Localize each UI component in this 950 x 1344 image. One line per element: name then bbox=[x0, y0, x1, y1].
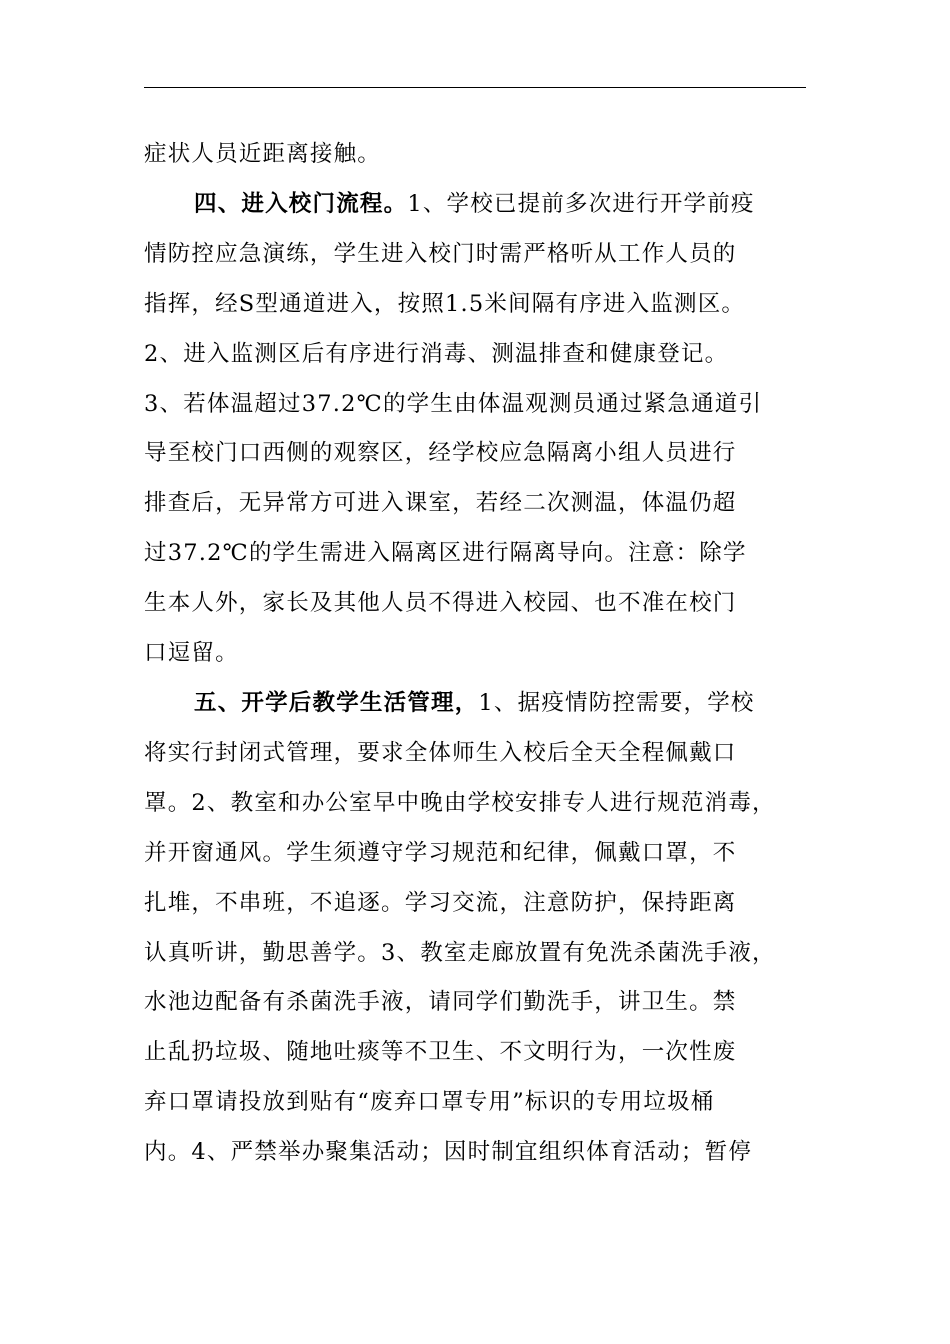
text-line: 生本人外，家长及其他人员不得进入校园、也不准在校门 bbox=[144, 590, 737, 617]
text-line: 过37.2℃的学生需进入隔离区进行隔离导向。注意：除学 bbox=[144, 540, 747, 567]
text-line: 排查后，无异常方可进入课室，若经二次测温，体温仍超 bbox=[144, 490, 737, 517]
text-run: 1、学校已提前多次进行开学前疫 bbox=[407, 190, 755, 217]
text-line: 症状人员近距离接触。 bbox=[144, 141, 382, 167]
text-line: 将实行封闭式管理，要求全体师生入校后全天全程佩戴口 bbox=[144, 739, 737, 766]
section-paragraph-line bbox=[144, 679, 826, 729]
text-run: 1、据疫情防控需要，学校 bbox=[478, 689, 755, 716]
text-line: 水池边配备有杀菌洗手液，请同学们勤洗手，讲卫生。禁 bbox=[144, 989, 737, 1016]
text-line: 2、进入监测区后有序进行消毒、测温排查和健康登记。 bbox=[144, 340, 729, 367]
text-line: 导至校门口西侧的观察区，经学校应急隔离小组人员进行 bbox=[144, 440, 737, 467]
text-line: 情防控应急演练，学生进入校门时需严格听从工作人员的 bbox=[144, 240, 737, 267]
text-line: 认真听讲，勤思善学。3、教室走廊放置有免洗杀菌洗手液， bbox=[144, 939, 776, 966]
text-line: 扎堆，不串班，不追逐。学习交流，注意防护，保持距离 bbox=[144, 889, 737, 916]
section-heading: 四、进入校门流程。 bbox=[194, 190, 408, 217]
header-rule bbox=[144, 87, 806, 88]
text-line: 内。4、严禁举办聚集活动；因时制宜组织体育活动；暂停 bbox=[144, 1139, 753, 1166]
text-line: 弃口罩请投放到贴有“废弃口罩专用”标识的专用垃圾桶 bbox=[144, 1089, 715, 1116]
section-heading: 五、开学后教学生活管理， bbox=[194, 689, 479, 716]
document-body bbox=[144, 130, 826, 1178]
text-line: 口逗留。 bbox=[144, 640, 239, 667]
text-line: 止乱扔垃圾、随地吐痰等不卫生、不文明行为，一次性废 bbox=[144, 1039, 737, 1066]
text-line: 罩。2、教室和办公室早中晚由学校安排专人进行规范消毒， bbox=[144, 789, 776, 816]
text-line: 3、若体温超过37.2℃的学生由体温观测员通过紧急通道引 bbox=[144, 390, 763, 417]
section-paragraph-line bbox=[144, 180, 826, 230]
text-line: 指挥，经S型通道进入，按照1.5米间隔有序进入监测区。 bbox=[144, 290, 746, 317]
text-line: 并开窗通风。学生须遵守学习规范和纪律，佩戴口罩，不 bbox=[144, 839, 737, 866]
